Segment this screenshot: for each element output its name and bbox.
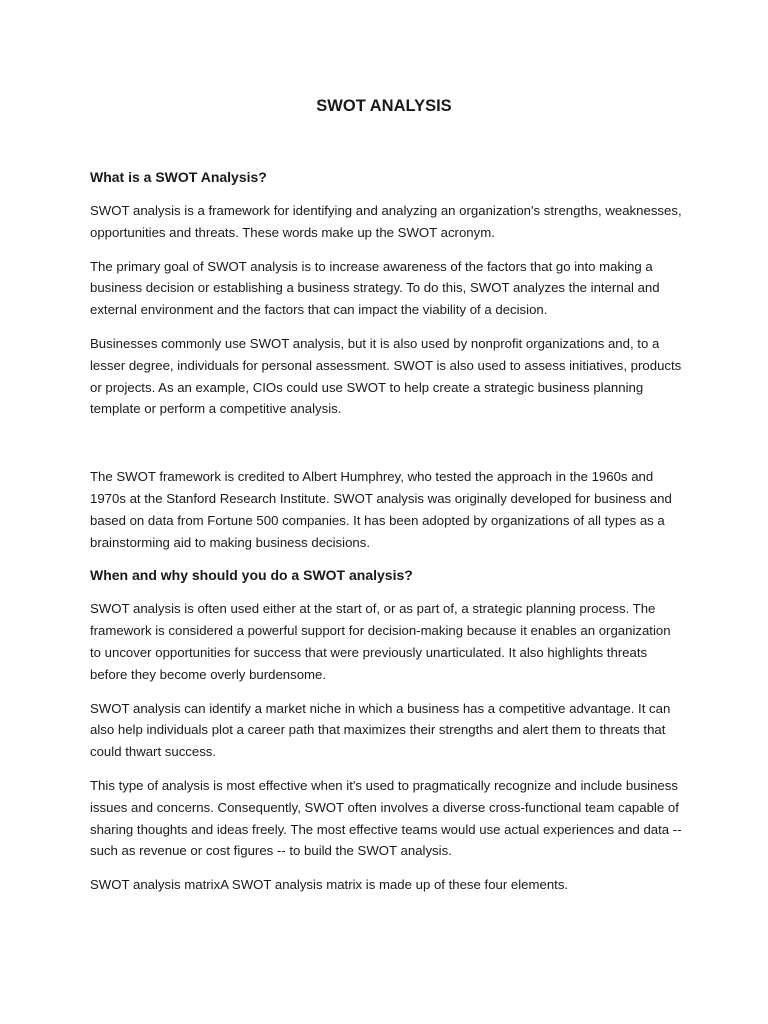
paragraph: Businesses commonly use SWOT analysis, but it is also used by nonprofit organizations and, to a lesser degree, individuals for personal assessment. SWOT is also used to assess initiatives, products or projects. As an example, CIOs could use SWOT to help create a strategic business planning template or perform a competitive analysis. [90, 335, 682, 417]
section-heading-when-and-why: When and why should you do a SWOT analysis? [90, 567, 413, 584]
blank-line-spacer [90, 432, 682, 466]
document-title: SWOT ANALYSIS [316, 97, 452, 115]
document-body [90, 167, 682, 908]
paragraph: This type of analysis is most effective when it's used to pragmatically recognize and include business issues and concerns. Consequently, SWOT often involves a diverse cross-functional team capable of sharing thoughts and ideas freely. The most effective teams would use actual experiences and data -- such as revenue or cost figures -- to build the SWOT analysis. [90, 777, 682, 859]
paragraph: The primary goal of SWOT analysis is to increase awareness of the factors that go into making a business decision or establishing a business strategy. To do this, SWOT analyzes the internal and external environment and the factors that can impact the viability of a decision. [90, 258, 660, 318]
paragraph: SWOT analysis matrixA SWOT analysis matrix is made up of these four elements. [90, 877, 569, 893]
section-heading-what-is-swot: What is a SWOT Analysis? [90, 169, 267, 185]
paragraph: The SWOT framework is credited to Albert Humphrey, who tested the approach in the 1960s and 1970s at the Stanford Research Institute. SWOT analysis was originally developed for business and based on data from Fortune 500 companies. It has been adopted by organizations of all types as a brainstorming aid to making business decisions. [90, 469, 672, 550]
paragraph: SWOT analysis is often used either at the start of, or as part of, a strategic planning process. The framework is considered a powerful support for decision-making because it enables an organization to uncover opportunities for success that were previously unarticulated. It also highlights threats before they become overly burdensome. [90, 601, 671, 682]
paragraph: SWOT analysis is a framework for identifying and analyzing an organization's strengths, weaknesses, opportunities and threats. These words make up the SWOT acronym. [90, 203, 682, 240]
paragraph: SWOT analysis can identify a market niche in which a business has a competitive advantage. It can also help individuals plot a career path that maximizes their strengths and alert them to threats that could thwart success. [90, 700, 671, 760]
